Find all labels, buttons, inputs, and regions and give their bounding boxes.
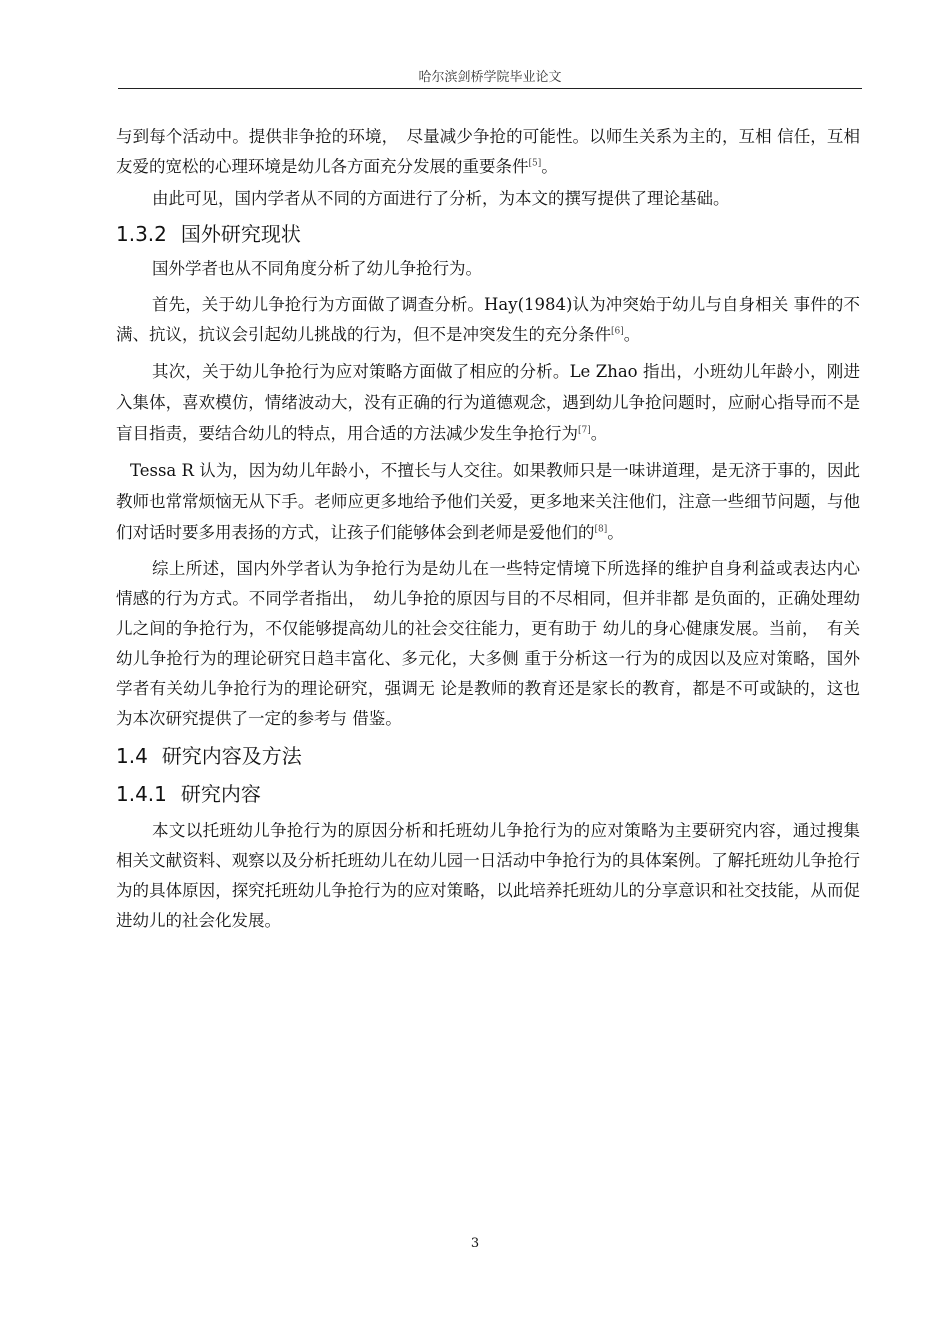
paragraph-text: 本文以托班幼儿争抢行为的原因分析和托班幼儿争抢行为的应对策略为主要研究内容，通过搜集相关文献资料、观察以及分析托班幼儿在幼儿园一日活动中争抢行为的具体案例。了解托班幼儿争抢行为的具体原因，探究托班幼儿争抢行为的应对策略，以此培养托班幼儿的分享意识和社交技能，从而促进幼儿的社会化发展。 <box>116 821 860 930</box>
section-heading-1-4 <box>116 742 860 770</box>
paragraph-second <box>116 356 860 449</box>
heading-title: 研究内容及方法 <box>161 744 302 768</box>
paragraph-text: 首先，关于幼儿争抢行为方面做了调查分析。Hay(1984)认为冲突始于幼儿与自身相关 事件的不满、抗议，抗议会引起幼儿挑战的行为，但不是冲突发生的充分条件 <box>116 295 860 344</box>
page-body <box>116 122 860 936</box>
paragraph-research-content <box>116 816 860 936</box>
heading-number: 1.4.1 <box>116 782 167 806</box>
citation-ref: [8] <box>594 524 608 535</box>
running-header: 哈尔滨剑桥学院毕业论文 <box>418 70 562 85</box>
heading-number: 1.4 <box>116 744 148 768</box>
paragraph-first <box>116 290 860 350</box>
citation-ref: [7] <box>578 425 591 436</box>
paragraph-text: Tessa R 认为，因为幼儿年龄小，不擅长与人交往。如果教师只是一味讲道理，是无济于事的，因此教师也常常烦恼无从下手。老师应更多地给予他们关爱，更多地来关注他们，注意一些细节问题，与他们对话时要多用表扬的方式，让孩子们能够体会到老师是爱他们的 <box>116 461 860 542</box>
paragraph-conclusion <box>116 554 860 734</box>
citation-ref: [5] <box>528 158 542 169</box>
paragraph-intro <box>116 254 860 284</box>
paragraph-text: 由此可见，国内学者从不同的方面进行了分析，为本文的撰写提供了理论基础。 <box>152 189 730 208</box>
paragraph-end: 。 <box>590 424 608 443</box>
paragraph-text: 国外学者也从不同角度分析了幼儿争抢行为。 <box>152 259 482 278</box>
heading-number: 1.3.2 <box>116 222 167 246</box>
page-number: 3 <box>470 1236 480 1251</box>
paragraph-continuation <box>116 122 860 182</box>
header-rule <box>118 88 862 89</box>
paragraph-text: 与到每个活动中。提供非争抢的环境， 尽量减少争抢的可能性。以师生关系为主的，互相 信任，互相友爱的宽松的心理环境是幼儿各方面充分发展的重要条件 <box>116 127 860 176</box>
heading-title: 国外研究现状 <box>180 222 301 246</box>
section-heading-1-3-2 <box>116 220 860 248</box>
heading-title: 研究内容 <box>180 782 261 806</box>
paragraph-end: 。 <box>607 523 624 542</box>
section-heading-1-4-1 <box>116 780 860 808</box>
paragraph-tessa <box>116 455 860 548</box>
paragraph-end: 。 <box>541 157 558 176</box>
paragraph-text: 其次，关于幼儿争抢行为应对策略方面做了相应的分析。Le Zhao 指出，小班幼儿年龄小，刚进入集体，喜欢模仿，情绪波动大，没有正确的行为道德观念，遇到幼儿争抢问题时，应耐心指导而不是盲目指责，要结合幼儿的特点，用合适的方法减少发生争抢行为 <box>116 362 860 443</box>
citation-ref: [6] <box>611 326 624 337</box>
paragraph-end: 。 <box>623 325 641 344</box>
paragraph-summary <box>116 184 860 214</box>
paragraph-text: 综上所述，国内外学者认为争抢行为是幼儿在一些特定情境下所选择的维护自身利益或表达内心情感的行为方式。不同学者指出， 幼儿争抢的原因与目的不尽相同，但并非都 是负面的，正确处理幼儿之间的争抢行为，不仅能够提高幼儿的社会交往能力，更有助于 幼儿的身心健康发展。当前， 有关幼儿争抢行为的理论研究日趋丰富化、多元化，大多侧 重于分析这一行为的成因以及应对策略，国外学者有关幼儿争抢行为的理论研究，强调无 论是教师的教育还是家长的教育，都是不可或缺的，这也为本次研究提供了一定的参考与 借鉴。 <box>116 559 860 728</box>
